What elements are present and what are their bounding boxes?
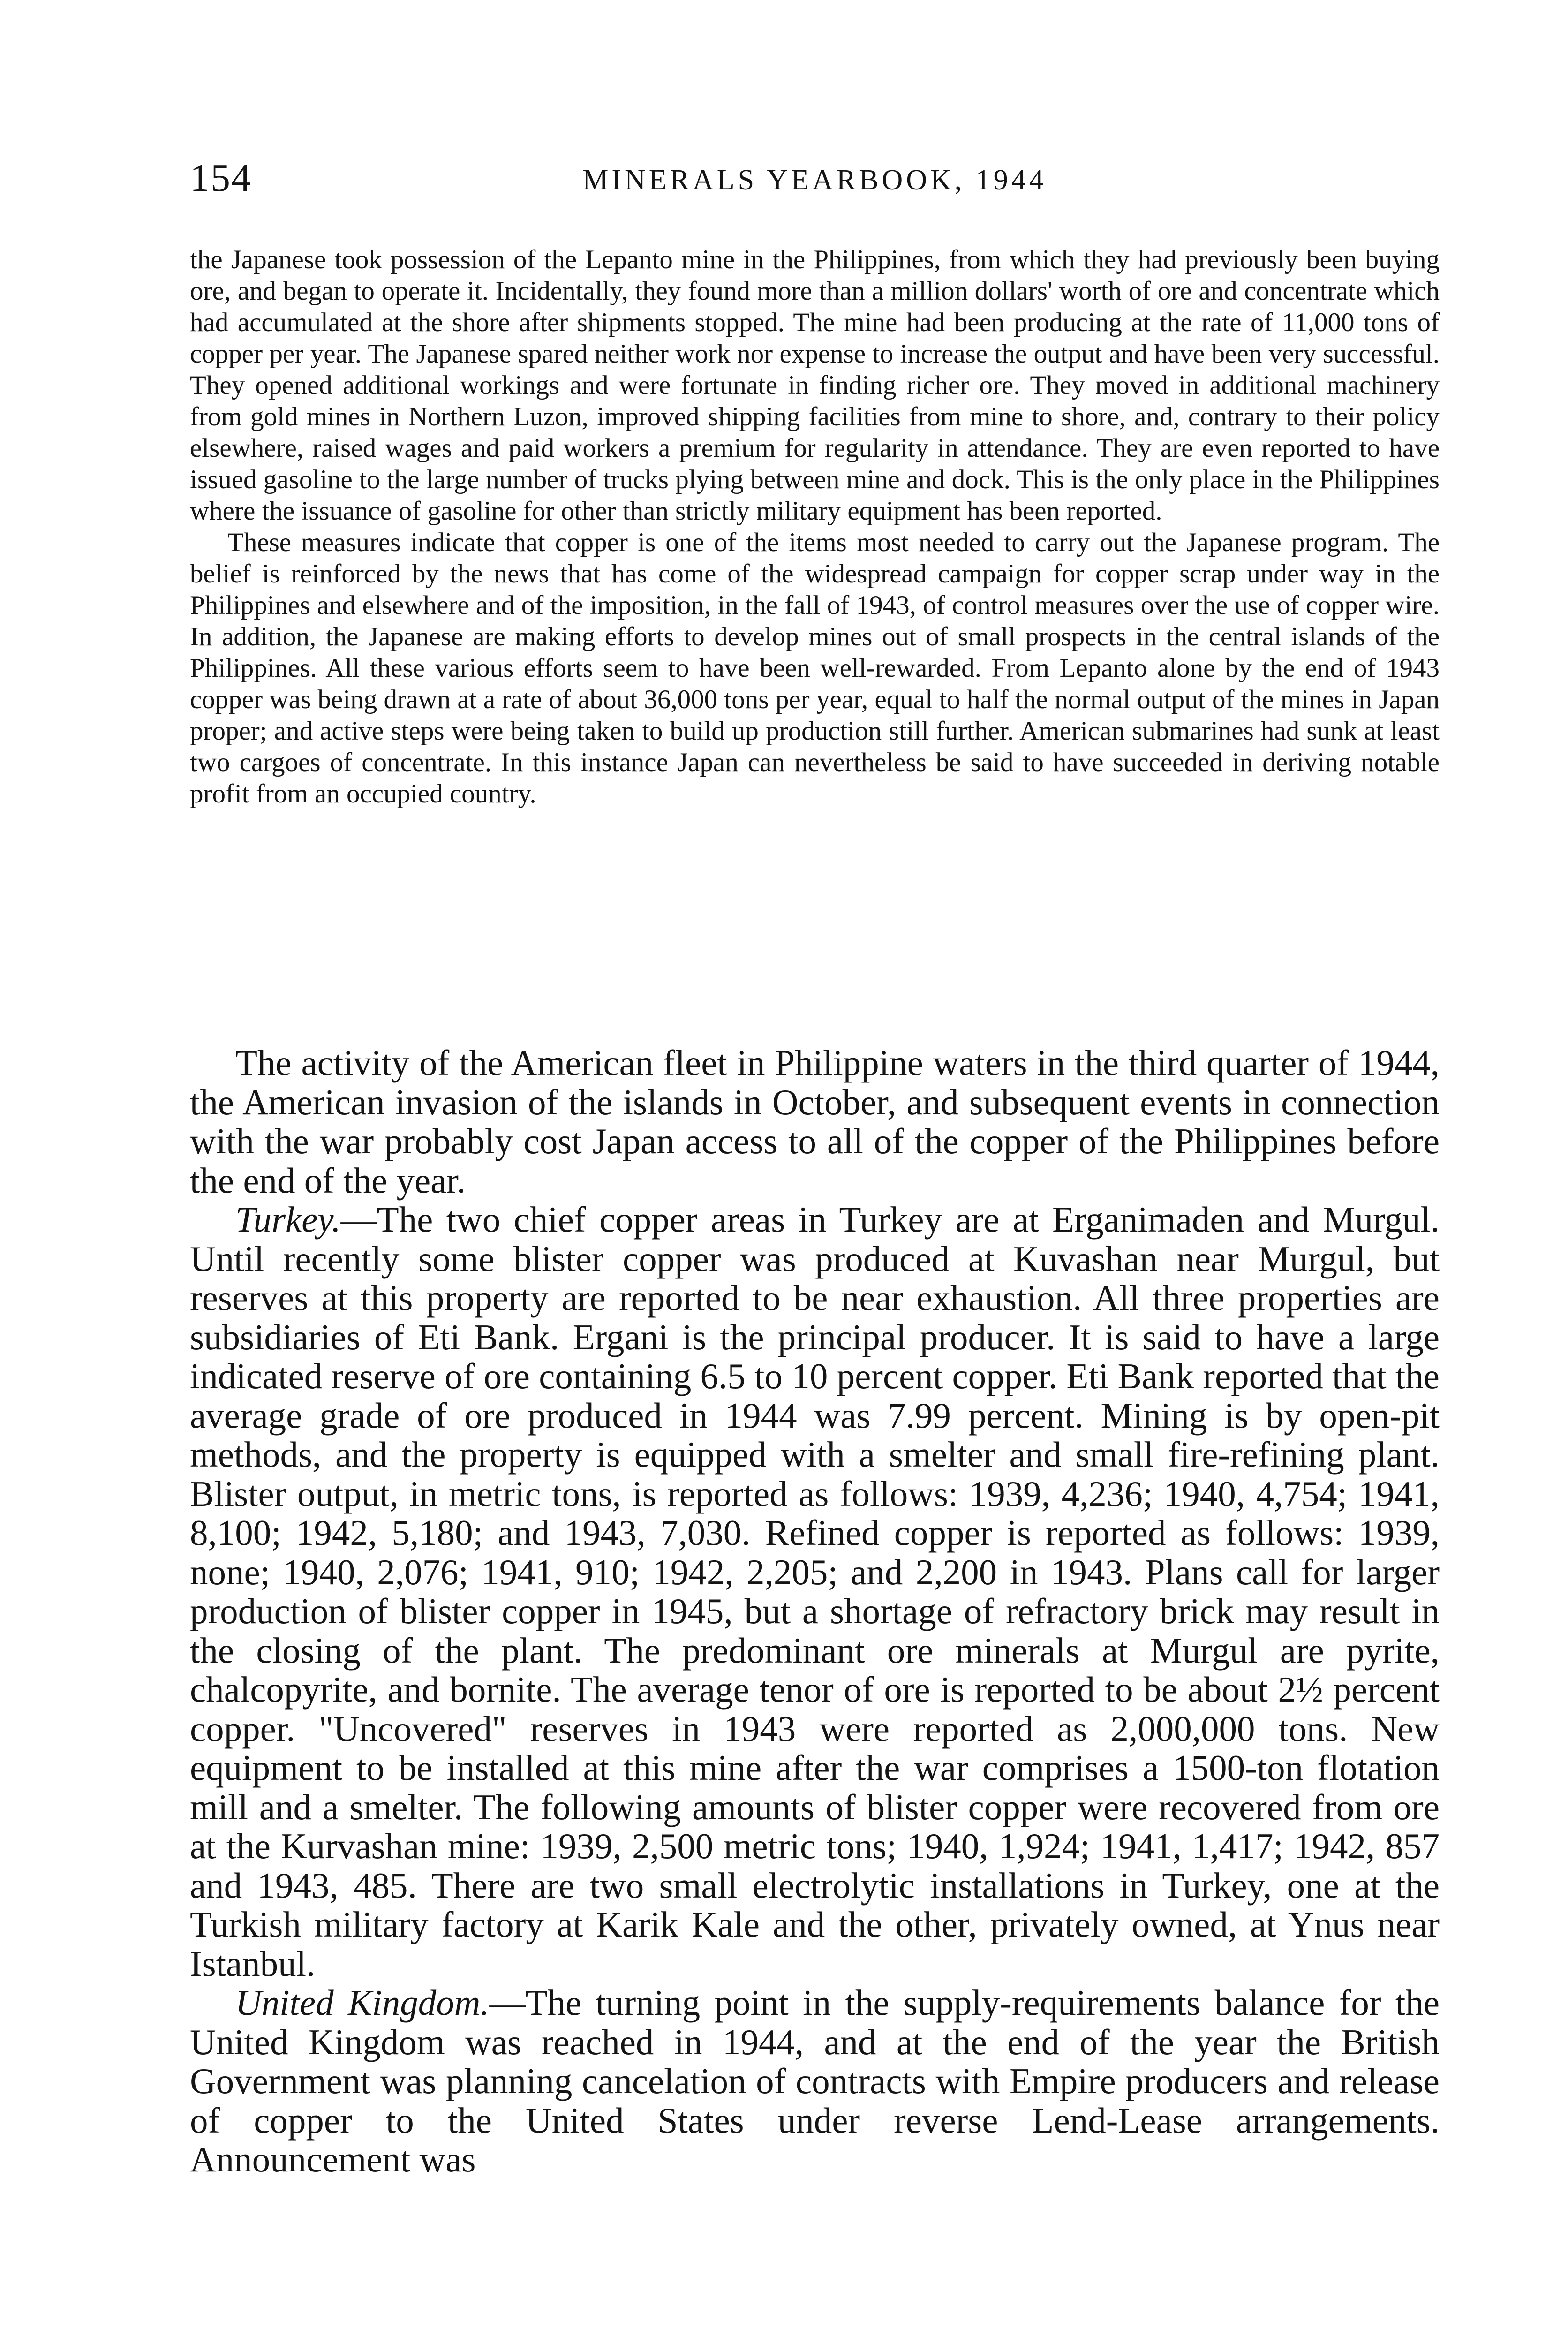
philippines-paragraph: The activity of the American fleet in Philippine waters in the third quarter of 1944, the American invasion of the islands in October, and subsequent events in connection with the war probably cost Japan access to all of the copper of the Philippines before the end of the year.: [190, 1043, 1440, 1201]
small-print-section: [190, 244, 1440, 809]
running-head: [190, 155, 1440, 206]
turkey-heading: Turkey.: [235, 1199, 341, 1240]
running-title: MINERALS YEARBOOK, 1944: [582, 164, 1047, 196]
copper-measures-paragraph: These measures indicate that copper is one of the items most needed to carry out the Japanese program. The belief is reinforced by the news that has come of the widespread campaign for copper scrap under way in the Philippines and elsewhere and of the imposition, in the fall of 1943, of control measures over the use of copper wire. In addition, the Japanese are making efforts to develop mines out of small prospects in the central islands of the Philippines. All these various efforts seem to have been well-rewarded. From Lepanto alone by the end of 1943 copper was being drawn at a rate of about 36,000 tons per year, equal to half the normal output of the mines in Japan proper; and active steps were being taken to build up production still further. American submarines had sunk at least two cargoes of concentrate. In this instance Japan can nevertheless be said to have succeeded in deriving notable profit from an occupied country.: [190, 528, 1440, 809]
united-kingdom-text: —The turning point in the supply-requirements balance for the United Kingdom was reached in 1944, and at the end of the year the British Government was planning cancelation of contracts with Empire producers and release of copper to the United States under reverse Lend-Lease arrangements. Announcement was: [190, 1982, 1440, 2179]
lepanto-paragraph: the Japanese took possession of the Lepanto mine in the Philippines, from which they had previously been buying ore, and began to operate it. Incidentally, they found more than a million dollars' worth of ore and concentrate which had accumulated at the shore after shipments stopped. The mine had been producing at the rate of 11,000 tons of copper per year. The Japanese spared neither work nor expense to increase the output and have been very successful. They opened additional workings and were fortunate in finding richer ore. They moved in additional machinery from gold mines in Northern Luzon, improved shipping facilities from mine to shore, and, contrary to their policy elsewhere, raised wages and paid workers a premium for regularity in attendance. They are even reported to have issued gasoline to the large number of trucks plying between mine and dock. This is the only place in the Philippines where the issuance of gasoline for other than strictly military equipment has been reported.: [190, 245, 1440, 526]
main-text-section: [190, 1044, 1440, 2179]
turkey-text: —The two chief copper areas in Turkey are at Erganimaden and Murgul. Until recently some blister copper was produced at Kuvashan near Murgul, but reserves at this property are reported to be near exhaustion. All three properties are subsidiaries of Eti Bank. Ergani is the principal producer. It is said to have a large indicated reserve of ore containing 6.5 to 10 percent copper. Eti Bank reported that the average grade of ore produced in 1944 was 7.99 percent. Mining is by open-pit methods, and the property is equipped with a smelter and small fire-refining plant. Blister output, in metric tons, is reported as follows: 1939, 4,236; 1940, 4,754; 1941, 8,100; 1942, 5,180; and 1943, 7,030. Refined copper is reported as follows: 1939, none; 1940, 2,076; 1941, 910; 1942, 2,205; and 2,200 in 1943. Plans call for larger production of blister copper in 1945, but a shortage of refractory brick may result in the closing of the plant. The predominant ore minerals at Murgul are pyrite, chalcopyrite, and bornite. The average tenor of ore is reported to be about 2½ percent copper. "Uncovered" reserves in 1943 were reported as 2,000,000 tons. New equipment to be installed at this mine after the war comprises a 1500-ton flotation mill and a smelter. The following amounts of blister copper were recovered from ore at the Kurvashan mine: 1939, 2,500 metric tons; 1940, 1,924; 1941, 1,417; 1942, 857 and 1943, 485. There are two small electrolytic installations in Turkey, one at the Turkish military factory at Karik Kale and the other, privately owned, at Ynus near Istanbul.: [190, 1199, 1440, 1984]
united-kingdom-paragraph: [190, 1983, 1440, 2179]
turkey-paragraph: [190, 1200, 1440, 1983]
page-number: 154: [190, 156, 252, 200]
united-kingdom-heading: United Kingdom.: [235, 1982, 490, 2023]
